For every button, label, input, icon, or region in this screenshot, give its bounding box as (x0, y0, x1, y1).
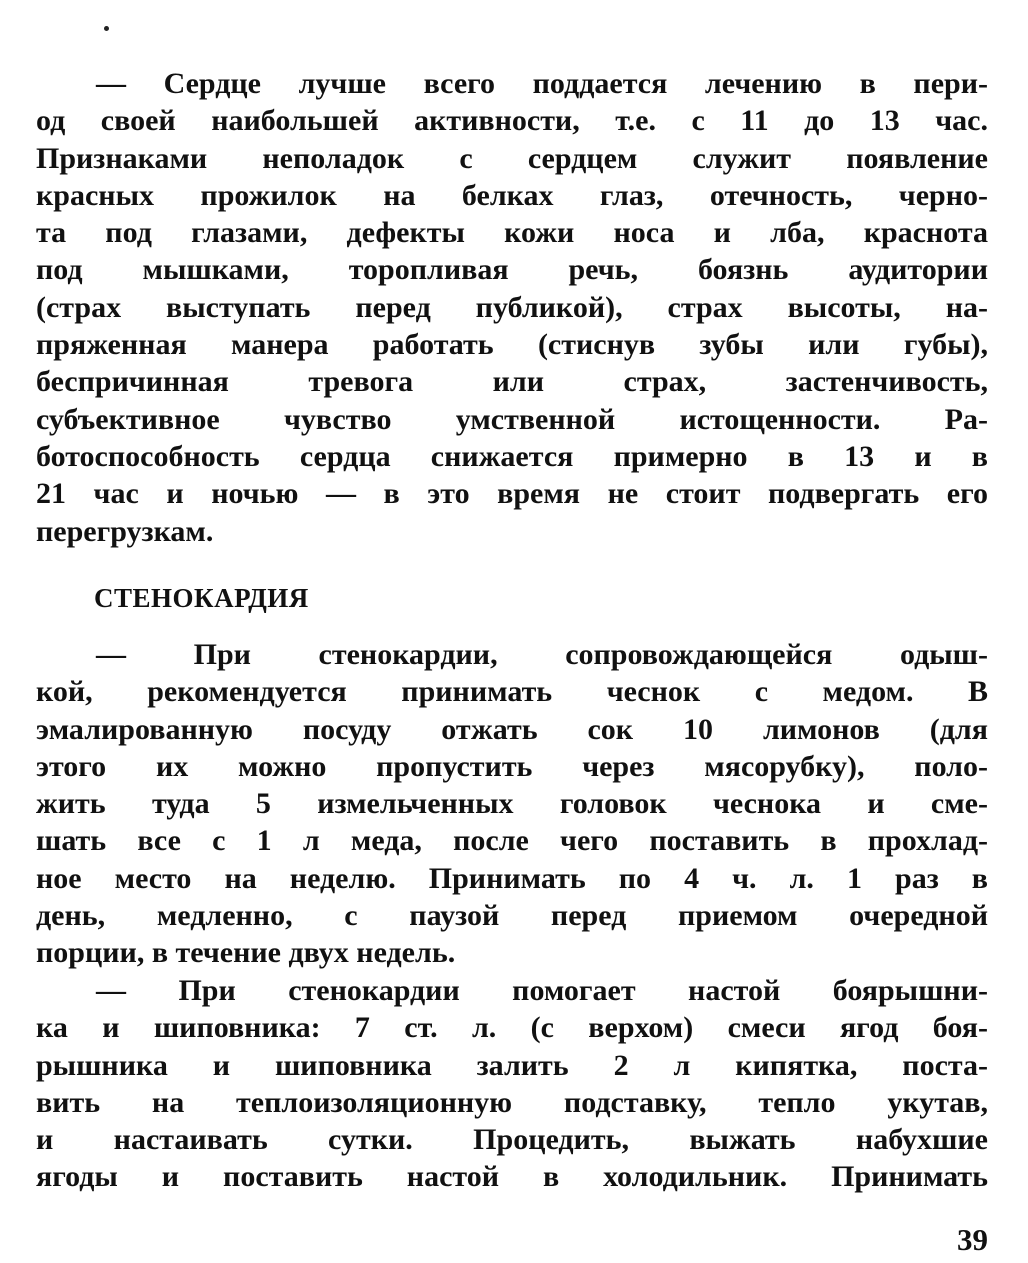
text-line: эмалированную посуду отжать сок 10 лимонов (для (36, 712, 988, 746)
text-line: под мышками, торопливая речь, боязнь аудитории (36, 253, 988, 287)
print-speck (104, 26, 109, 31)
text-line: субъективное чувство умственной истощенности. Ра- (36, 402, 988, 436)
text-line: од своей наибольшей активности, т.е. с 11 до 13 час. (36, 104, 988, 138)
text-line: та под глазами, дефекты кожи носа и лба, краснота (36, 216, 988, 250)
text-line: шать все с 1 л меда, после чего поставить в прохлад- (36, 824, 988, 858)
section-heading: СТЕНОКАРДИЯ (94, 583, 309, 613)
text-line: этого их можно пропустить через мясорубку), поло- (36, 749, 988, 783)
text-line: и настаивать сутки. Процедить, выжать набухшие (36, 1123, 988, 1157)
text-line: — При стенокардии, сопровождающейся одыш- (96, 638, 988, 671)
text-line: — Сердце лучше всего поддается лечению в пери- (96, 67, 988, 100)
text-line: Признаками неполадок с сердцем служит появление (36, 141, 988, 175)
text-line: день, медленно, с паузой перед приемом очередной (36, 899, 988, 933)
text-line: ное место на неделю. Принимать по 4 ч. л. 1 раз в (36, 861, 988, 895)
text-line: пряженная манера работать (стиснув зубы или губы), (36, 328, 988, 362)
text-line: (страх выступать перед публикой), страх высоты, на- (36, 290, 988, 324)
text-line: 21 час и ночью — в это время не стоит подвергать его (36, 477, 988, 511)
text-line: ка и шиповника: 7 ст. л. (с верхом) смеси ягод боя- (36, 1011, 988, 1045)
text-line: ягоды и поставить настой в холодильник. Принимать (36, 1160, 988, 1194)
text-line: вить на теплоизоляционную подставку, тепло укутав, (36, 1085, 988, 1119)
text-line: перегрузкам. (36, 514, 214, 548)
text-line: красных прожилок на белках глаз, отечность, черно- (36, 178, 988, 212)
text-line: беспричинная тревога или страх, застенчивость, (36, 365, 988, 399)
paragraph-hawthorn-rosehip (36, 972, 988, 1196)
text-line: жить туда 5 измельченных головок чеснока и сме- (36, 787, 988, 821)
page-number: 39 (957, 1222, 988, 1257)
text-line: рышника и шиповника залить 2 л кипятка, поста- (36, 1048, 988, 1082)
text-line: кой, рекомендуется принимать чеснок с медом. В (36, 675, 988, 709)
text-line: порции, в течение двух недель. (36, 936, 456, 970)
text-line: — При стенокардии помогает настой боярышни- (96, 974, 988, 1007)
paragraph-heart-activity (36, 65, 988, 550)
text-line: ботоспособность сердца снижается примерно в 13 и в (36, 439, 988, 473)
paragraph-garlic-honey (36, 636, 988, 972)
